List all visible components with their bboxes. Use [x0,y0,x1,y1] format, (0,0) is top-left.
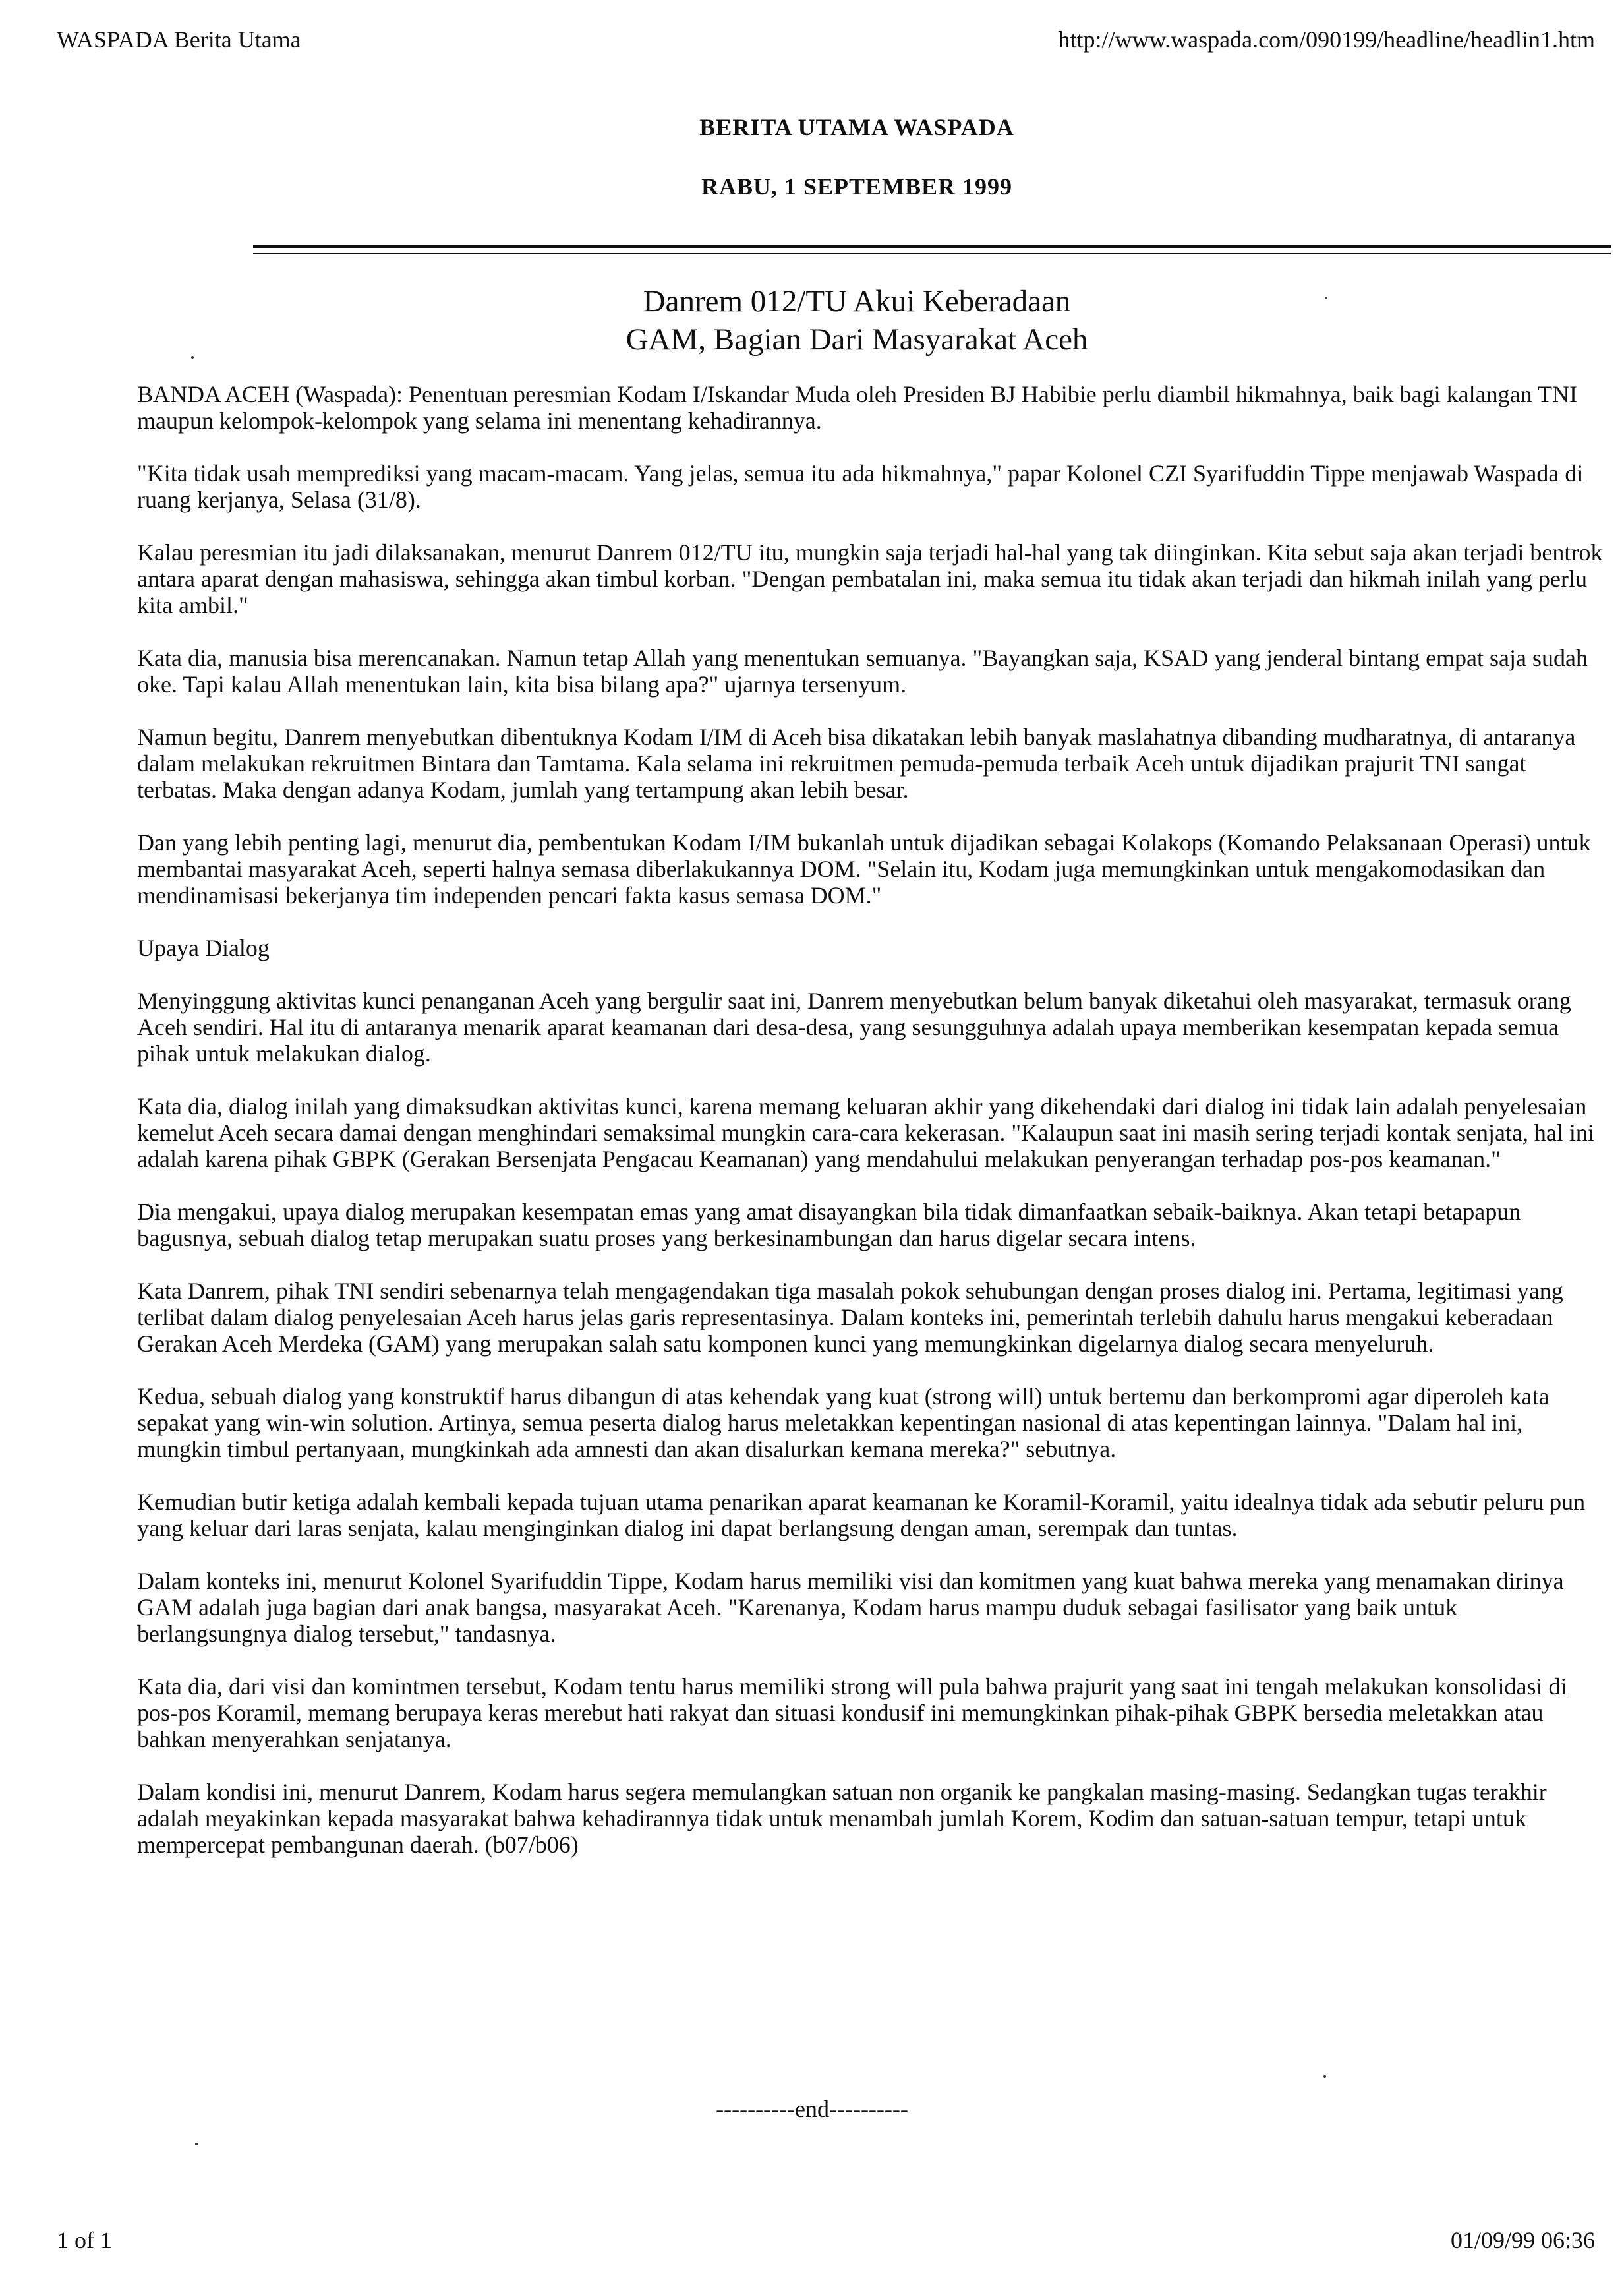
print-timestamp: 01/09/99 06:36 [1450,2227,1595,2253]
article-subheading: Upaya Dialog [137,935,270,961]
print-header-url: http://www.waspada.com/090199/headline/headlin1.htm [1058,26,1595,53]
page-indicator: 1 of 1 [57,2227,112,2253]
double-rule-bottom [253,253,1611,254]
article-paragraph: Dia mengakui, upaya dialog merupakan kesempatan emas yang amat disayangkan bila tidak dimanfaatkan sebaik-baiknya. Akan tetapi betapapun bagusnya, sebuah dialog tetap merupakan suatu proses yang berkesinambungan dan harus digelar secara intens. [137,1199,1521,1251]
article-paragraph: Kedua, sebuah dialog yang konstruktif harus dibangun di atas kehendak yang kuat (strong will) untuk bertemu dan berkompromi agar diperoleh kata sepakat yang win-win solution. Artinya, semua peserta dialog harus meletakkan kepentingan nasional di atas kepentingan lainnya. "Dalam hal ini, mungkin timbul pertanyaan, mungkinkah ada amnesti dan akan disalurkan kemana mereka?" sebutnya. [137,1383,1550,1462]
article-paragraph: Kata dia, dialog inilah yang dimaksudkan aktivitas kunci, karena memang keluaran akhir yang dikehendaki dari dialog ini tidak lain adalah penyelesaian kemelut Aceh secara damai dengan menghindari semaksimal mungkin cara-cara kekerasan. "Kalaupun saat ini masih sering terjadi kontak senjata, hal ini adalah karena pihak GBPK (Gerakan Bersenjata Pengacau Keamanan) yang mendahului melakukan penyerangan terhadap pos-pos keamanan." [137,1093,1594,1172]
masthead-title: BERITA UTAMA WASPADA [699,114,1014,140]
article-paragraph: Kata dia, dari visi dan komintmen tersebut, Kodam tentu harus memiliki strong will pula bahwa prajurit yang saat ini tengah melakukan konsolidasi di pos-pos Koramil, memang berupaya keras merebut hati rakyat dan situasi kondusif ini memungkinkan pihak-pihak GBPK bersedia meletakkan atau bahkan menyerahkan senjatanya. [137,1673,1567,1752]
headline-line-2: GAM, Bagian Dari Masyarakat Aceh [625,322,1088,357]
article-paragraph: Kata Danrem, pihak TNI sendiri sebenarnya telah mengagendakan tiga masalah pokok sehubungan dengan proses dialog ini. Pertama, legitimasi yang terlibat dalam dialog penyelesaian Aceh harus jelas garis representasinya. Dalam konteks ini, pemerintah terlebih dahulu harus mengakui keberadaan Gerakan Aceh Merdeka (GAM) yang merupakan salah satu komponen kunci yang memungkinkan digelarnya dialog secara menyeluruh. [137,1278,1563,1357]
article-paragraph: Dalam kondisi ini, menurut Danrem, Kodam harus segera memulangkan satuan non organik ke pangkalan masing-masing. Sedangkan tugas terakhir adalah meyakinkan kepada masyarakat bahwa kehadirannya tidak untuk menambah jumlah Korem, Kodim dan satuan-satuan tempur, tetapi untuk mempercepat pembangunan daerah. (b07/b06) [137,1779,1547,1858]
scan-speck [1325,297,1327,299]
scan-speck [191,356,194,359]
print-footer [57,2224,1595,2257]
article-paragraph: Kalau peresmian itu jadi dilaksanakan, menurut Danrem 012/TU itu, mungkin saja terjadi hal-hal yang tak diinginkan. Kita sebut saja akan terjadi bentrok antara aparat dengan mahasiswa, sehingga akan timbul korban. "Dengan pembatalan ini, maka semua itu tidak akan terjadi dan hikmah inilah yang perlu kita ambil." [137,539,1603,618]
article-paragraph: Menyinggung aktivitas kunci penanganan Aceh yang bergulir saat ini, Danrem menyebutkan belum banyak diketahui oleh masyarakat, termasuk orang Aceh sendiri. Hal itu di antaranya menarik aparat keamanan dari desa-desa, yang sesungguhnya adalah upaya memberikan kesempatan kepada semua pihak untuk melakukan dialog. [137,988,1571,1067]
article-paragraph: Dalam konteks ini, menurut Kolonel Syarifuddin Tippe, Kodam harus memiliki visi dan komitmen yang kuat bahwa mereka yang menamakan dirinya GAM adalah juga bagian dari anak bangsa, masyarakat Aceh. "Karenanya, Kodam harus mampu duduk sebagai fasilisator yang baik untuk berlangsungnya dialog tersebut," tandasnya. [137,1568,1564,1647]
article-paragraph: Namun begitu, Danrem menyebutkan dibentuknya Kodam I/IM di Aceh bisa dikatakan lebih banyak maslahatnya dibanding mudharatnya, di antaranya dalam melakukan rekruitmen Bintara dan Tamtama. Kala selama ini rekruitmen pemuda-pemuda terbaik Aceh untuk dijadikan prajurit TNI sangat terbatas. Maka dengan adanya Kodam, jumlah yang tertampung akan lebih besar. [137,724,1576,803]
print-header-title: WASPADA Berita Utama [57,26,301,53]
article-paragraph: Kemudian butir ketiga adalah kembali kepada tujuan utama penarikan aparat keamanan ke Koramil-Koramil, yaitu idealnya tidak ada sebutir peluru pun yang keluar dari laras senjata, kalau menginginkan dialog ini dapat berlangsung dengan aman, serempak dan tuntas. [137,1489,1586,1541]
print-header [57,24,1595,57]
headline-line-1: Danrem 012/TU Akui Keberadaan [643,284,1071,318]
double-rule-top [253,245,1611,248]
article-paragraph: Dan yang lebih penting lagi, menurut dia, pembentukan Kodam I/IM bukanlah untuk dijadikan sebagai Kolakops (Komando Pelaksanaan Operasi) untuk membantai masyarakat Aceh, seperti halnya semasa diberlakukannya DOM. "Selain itu, Kodam juga memungkinkan untuk mengakomodasikan dan mendinamisasi bekerjanya tim independen pencari fakta kasus semasa DOM." [137,829,1591,908]
masthead-date: RABU, 1 SEPTEMBER 1999 [701,173,1013,200]
article-paragraph: Kata dia, manusia bisa merencanakan. Namun tetap Allah yang menentukan semuanya. "Bayangkan saja, KSAD yang jenderal bintang empat saja sudah oke. Tapi kalau Allah menentukan lain, kita bisa bilang apa?" ujarnya tersenyum. [137,645,1588,698]
scan-speck [195,2143,198,2145]
end-marker: ----------end---------- [716,2096,908,2122]
article-body [137,381,1611,1884]
article-paragraph: "Kita tidak usah memprediksi yang macam-macam. Yang jelas, semua itu ada hikmahnya," papar Kolonel CZI Syarifuddin Tippe menjawab Waspada di ruang kerjanya, Selasa (31/8). [137,460,1584,513]
article-paragraph: BANDA ACEH (Waspada): Penentuan peresmian Kodam I/Iskandar Muda oleh Presiden BJ Habibie perlu diambil hikmahnya, baik bagi kalangan TNI maupun kelompok-kelompok yang selama ini menentang kehadirannya. [137,381,1577,434]
article-headline [461,282,1252,359]
scan-speck [1323,2075,1326,2078]
